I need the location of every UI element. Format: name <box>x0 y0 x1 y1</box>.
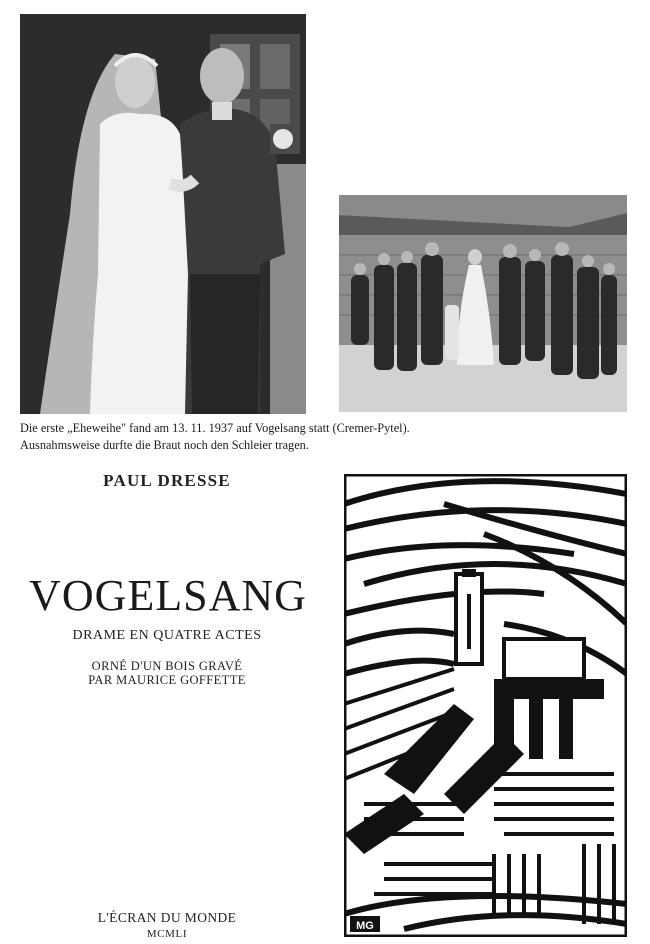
woodcut-illustration <box>344 474 627 937</box>
wedding-group-photo <box>339 195 627 412</box>
engraving-credit-line-2: PAR MAURICE GOFFETTE <box>88 673 246 687</box>
caption-line-2: Ausnahmsweise durfte die Braut noch den Schleier tragen. <box>20 438 309 452</box>
woodcut-monogram: MG <box>356 920 374 932</box>
photo-caption <box>20 420 630 454</box>
caption-line-1: Die erste „Eheweihe" fand am 13. 11. 1937 auf Vogelsang statt (Cremer-Pytel). <box>20 421 410 435</box>
engraving-credit-line-1: ORNÉ D'UN BOIS GRAVÉ <box>91 659 243 673</box>
book-publisher: L'ÉCRAN DU MONDE <box>97 910 237 925</box>
book-year: MCMLI <box>146 928 188 940</box>
book-subtitle: DRAME EN QUATRE ACTES <box>72 628 262 643</box>
wedding-couple-photo <box>20 14 306 414</box>
book-title: VOGELSANG <box>29 571 307 620</box>
book-author: PAUL DRESSE <box>103 471 231 490</box>
engraving-credit <box>22 659 312 687</box>
